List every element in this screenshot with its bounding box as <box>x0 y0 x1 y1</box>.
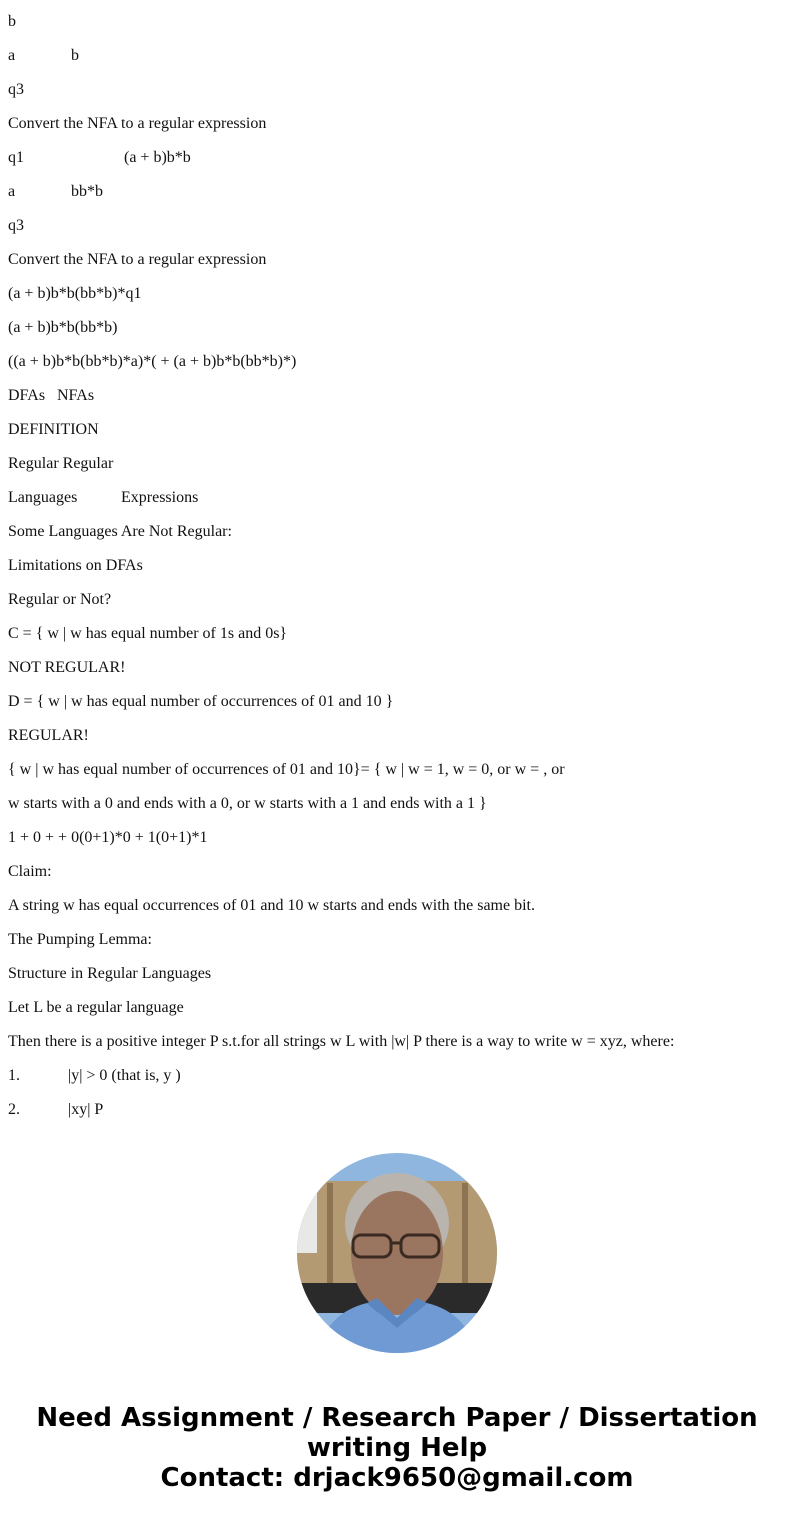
text-cell: NFAs <box>57 387 95 404</box>
text-cell: q1 <box>8 149 24 166</box>
document-body <box>8 13 788 1135</box>
promo-line: Need Assignment / Research Paper / Dissertation <box>36 1403 758 1433</box>
regex-line: (a + b)b*b(bb*b) <box>8 319 118 336</box>
text-line: Regular or Not? <box>8 591 112 608</box>
text-line: NOT REGULAR! <box>8 659 126 676</box>
portrait-image <box>297 1153 497 1353</box>
list-number: 2. <box>8 1101 20 1118</box>
text-line: C = { w | w has equal number of 1s and 0s} <box>8 625 288 642</box>
list-text: |xy| P <box>68 1101 104 1118</box>
regex-line: ((a + b)b*b(bb*b)*a)*( + (a + b)b*b(bb*b)*) <box>8 353 297 370</box>
text-cell: bb*b <box>71 183 103 200</box>
text-cell: (a + b)b*b <box>124 149 191 166</box>
regex-line: (a + b)b*b(bb*b)*q1 <box>8 285 142 302</box>
text-cell: Expressions <box>121 489 199 506</box>
text-line: q3 <box>8 81 24 98</box>
text-line: Limitations on DFAs <box>8 557 143 574</box>
text-line <box>8 489 788 523</box>
section-heading: DEFINITION <box>8 421 99 438</box>
section-heading: Some Languages Are Not Regular: <box>8 523 232 540</box>
list-text: |y| > 0 (that is, y ) <box>68 1067 181 1084</box>
text-cell: a <box>8 47 16 64</box>
text-line: w starts with a 0 and ends with a 0, or w starts with a 1 and ends with a 1 } <box>8 795 487 812</box>
text-line <box>8 149 788 183</box>
section-heading: The Pumping Lemma: <box>8 931 152 948</box>
section-heading: Convert the NFA to a regular expression <box>8 115 267 132</box>
regex-line: 1 + 0 + + 0(0+1)*0 + 1(0+1)*1 <box>8 829 208 846</box>
text-line: A string w has equal occurrences of 01 and 10 w starts and ends with the same bit. <box>8 897 535 914</box>
text-line: Structure in Regular Languages <box>8 965 212 982</box>
text-line: Claim: <box>8 863 52 880</box>
promo-banner <box>0 1403 794 1493</box>
list-number: 1. <box>8 1067 20 1084</box>
text-line <box>8 387 788 421</box>
text-cell: DFAs <box>8 387 46 404</box>
promo-line: writing Help <box>306 1433 488 1463</box>
text-line: Then there is a positive integer P s.t.for all strings w L with |w| P there is a way to write w = xyz, where: <box>8 1033 675 1050</box>
section-heading: Convert the NFA to a regular expression <box>8 251 267 268</box>
text-cell: a <box>8 183 16 200</box>
text-line: Regular Regular <box>8 455 114 472</box>
text-line: D = { w | w has equal number of occurrences of 01 and 10 } <box>8 693 394 710</box>
text-cell: b <box>71 47 79 64</box>
text-line: b <box>8 13 16 30</box>
list-item <box>8 1067 788 1101</box>
text-line: Let L be a regular language <box>8 999 184 1016</box>
text-line <box>8 47 788 81</box>
text-cell: Languages <box>8 489 78 506</box>
text-line <box>8 183 788 217</box>
contact-email: Contact: drjack9650@gmail.com <box>160 1463 634 1493</box>
text-line: { w | w has equal number of occurrences of 01 and 10}= { w | w = 1, w = 0, or w = , or <box>8 761 565 778</box>
text-line: q3 <box>8 217 24 234</box>
list-item <box>8 1101 788 1135</box>
text-line: REGULAR! <box>8 727 89 744</box>
author-photo <box>297 1153 497 1353</box>
